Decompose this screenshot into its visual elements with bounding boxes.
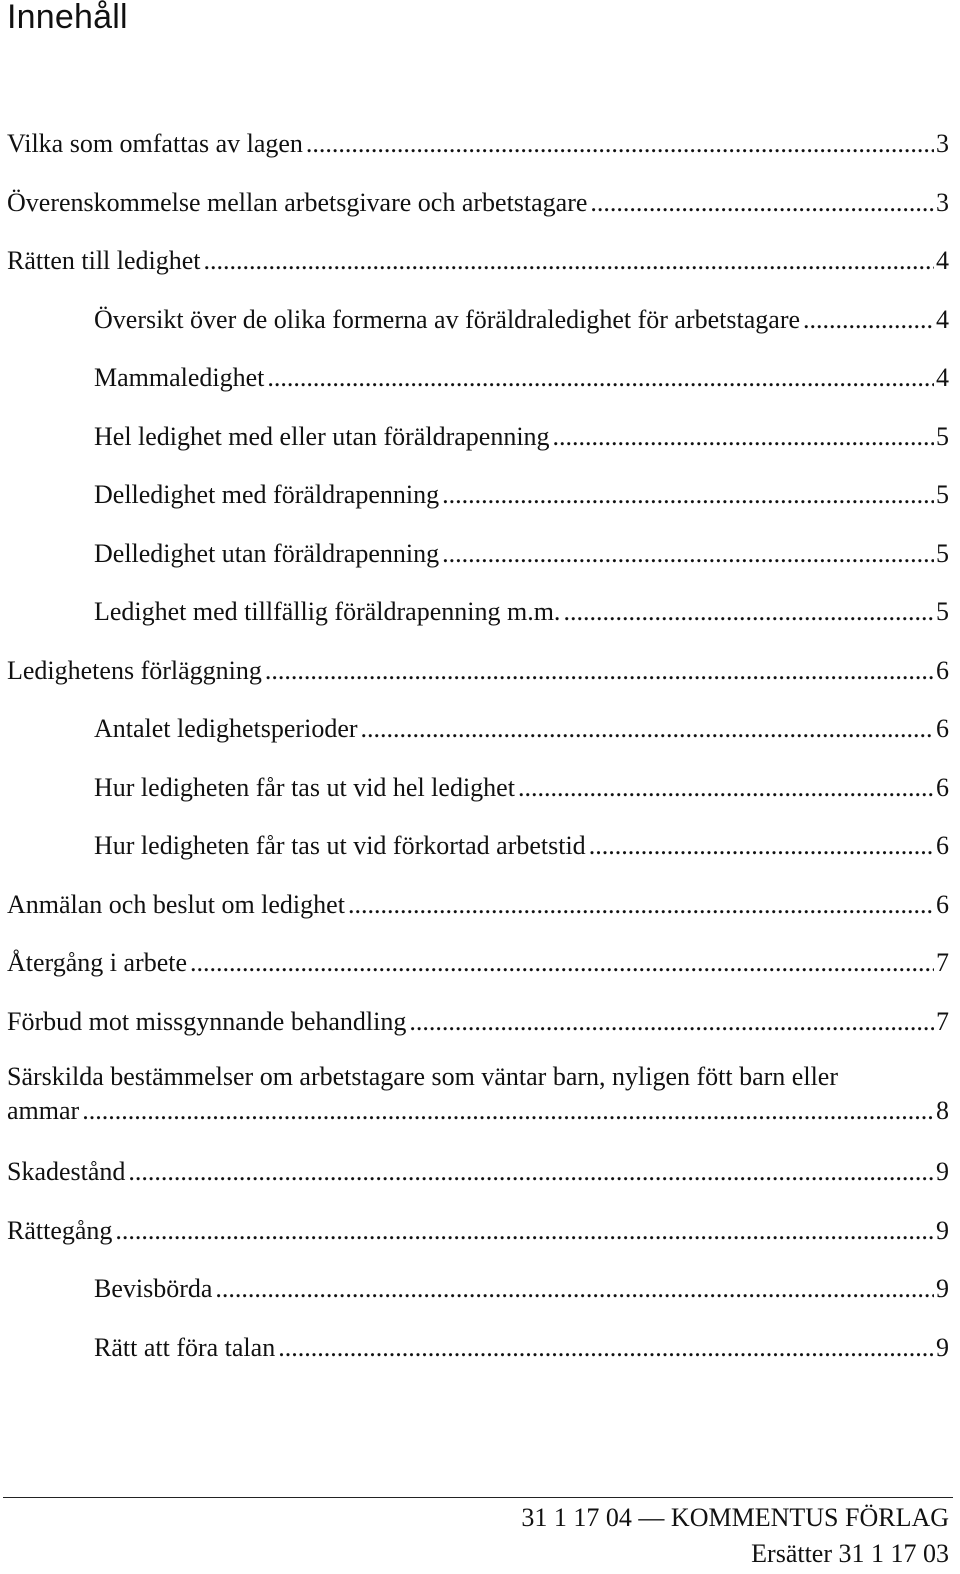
toc-subentry[interactable] — [7, 417, 949, 476]
toc-entry-page: 6 — [936, 714, 949, 743]
toc-entry-title-continued: ammar — [7, 1096, 80, 1125]
toc-entry[interactable] — [7, 183, 949, 242]
toc-entry-page: 3 — [936, 187, 949, 217]
dot-leader — [190, 943, 934, 983]
toc-entry-page: 8 — [936, 1096, 949, 1125]
footer-replaces-line: Ersätter 31 1 17 03 — [751, 1539, 949, 1568]
toc-entry-title: Hur ledigheten får tas ut vid hel ledighet — [94, 772, 515, 802]
toc-entry[interactable] — [7, 943, 949, 1002]
dot-leader — [518, 768, 934, 808]
toc-entry-page: 4 — [936, 304, 949, 334]
toc-entry-title: Skadestånd — [7, 1157, 126, 1186]
toc-entry-title: Hur ledigheten får tas ut vid förkortad arbetstid — [94, 831, 586, 860]
toc-subentry[interactable] — [7, 768, 949, 827]
toc-entry[interactable] — [7, 885, 949, 944]
toc-entry-page: 6 — [936, 889, 949, 919]
toc-entry-page: 7 — [936, 948, 949, 977]
dot-leader — [361, 709, 934, 749]
dot-leader — [265, 651, 934, 691]
toc-entry-page: 5 — [936, 597, 949, 626]
toc-subentry[interactable] — [7, 1269, 949, 1328]
toc-entry-title: Ledighetens förläggning — [7, 655, 262, 685]
toc-entry[interactable] — [7, 1152, 949, 1211]
toc-subentry[interactable] — [7, 709, 949, 768]
toc-entry-title: Översikt över de olika formerna av föräldraledighet för arbetstagare — [94, 304, 801, 334]
toc-subentry[interactable] — [7, 826, 949, 885]
dot-leader — [590, 183, 934, 223]
dot-leader — [348, 885, 934, 925]
toc-subentry[interactable] — [7, 534, 949, 593]
toc-entry-title: Ledighet med tillfällig föräldrapenning m.m. — [94, 597, 561, 626]
footer-publisher-line: 31 1 17 04 — KOMMENTUS FÖRLAG — [521, 1503, 949, 1532]
dot-leader — [82, 1094, 934, 1128]
toc-entry-page: 6 — [936, 772, 949, 802]
toc-entry-page: 5 — [936, 421, 949, 451]
toc-subentry[interactable] — [7, 1328, 949, 1387]
toc-entry-continuation — [7, 1094, 949, 1128]
page-title: Innehåll — [7, 0, 128, 36]
toc-entry-page: 3 — [936, 129, 949, 158]
toc-entry-title: Mammaledighet — [94, 363, 265, 392]
toc-entry-title: Bevisbörda — [94, 1274, 213, 1303]
toc-subentry[interactable] — [7, 300, 949, 359]
dot-leader — [215, 1269, 934, 1309]
toc-entry-title: Rätt att föra talan — [94, 1332, 276, 1362]
toc-entry-page: 6 — [936, 831, 949, 860]
dot-leader — [553, 417, 934, 457]
toc-entry[interactable] — [7, 1002, 949, 1061]
dot-leader — [409, 1002, 934, 1042]
toc-entry-title: Delledighet med föräldrapenning — [94, 480, 440, 509]
toc-subentry[interactable] — [7, 592, 949, 651]
toc-entry-title: Antalet ledighetsperioder — [94, 714, 358, 743]
toc-entry[interactable] — [7, 124, 949, 183]
dot-leader — [306, 124, 934, 164]
footer-divider — [3, 1497, 953, 1498]
toc-entry-title: Vilka som omfattas av lagen — [7, 129, 303, 158]
toc-entry-page: 5 — [936, 538, 949, 568]
toc-entry-page: 4 — [936, 363, 949, 392]
toc-entry-title: Rätten till ledighet — [7, 246, 201, 275]
toc-entry[interactable] — [7, 651, 949, 710]
toc-entry-title: Förbud mot missgynnande behandling — [7, 1006, 407, 1036]
toc-entry-title: Återgång i arbete — [7, 948, 187, 977]
toc-entry-page: 7 — [936, 1006, 949, 1036]
toc-subentry[interactable] — [7, 358, 949, 417]
toc-entry-title: Särskilda bestämmelser om arbetstagare som väntar barn, nyligen fött barn eller — [7, 1062, 838, 1091]
dot-leader — [563, 592, 934, 632]
dot-leader — [204, 241, 934, 281]
dot-leader — [278, 1328, 934, 1368]
toc-entry-title: Anmälan och beslut om ledighet — [7, 889, 345, 919]
dot-leader — [115, 1211, 934, 1251]
toc-entry-page: 9 — [936, 1332, 949, 1362]
toc-entry[interactable] — [7, 241, 949, 300]
dot-leader — [442, 475, 934, 515]
toc-entry-page: 9 — [936, 1157, 949, 1186]
toc-entry-page: 9 — [936, 1215, 949, 1245]
toc-entry-page: 6 — [936, 655, 949, 685]
dot-leader — [442, 534, 934, 574]
table-of-contents — [7, 124, 949, 1386]
dot-leader — [267, 358, 934, 398]
toc-entry-title: Överenskommelse mellan arbetsgivare och arbetstagare — [7, 187, 588, 217]
dot-leader — [128, 1152, 934, 1192]
toc-entry-page: 9 — [936, 1274, 949, 1303]
toc-entry-title: Rättegång — [7, 1215, 113, 1245]
dot-leader — [803, 300, 934, 340]
toc-entry[interactable] — [7, 1060, 949, 1128]
toc-entry-page: 5 — [936, 480, 949, 509]
toc-entry[interactable] — [7, 1211, 949, 1270]
toc-entry-page: 4 — [936, 246, 949, 275]
toc-subentry[interactable] — [7, 475, 949, 534]
toc-entry-title: Delledighet utan föräldrapenning — [94, 538, 440, 568]
dot-leader — [589, 826, 934, 866]
toc-entry-title: Hel ledighet med eller utan föräldrapenning — [94, 421, 550, 451]
